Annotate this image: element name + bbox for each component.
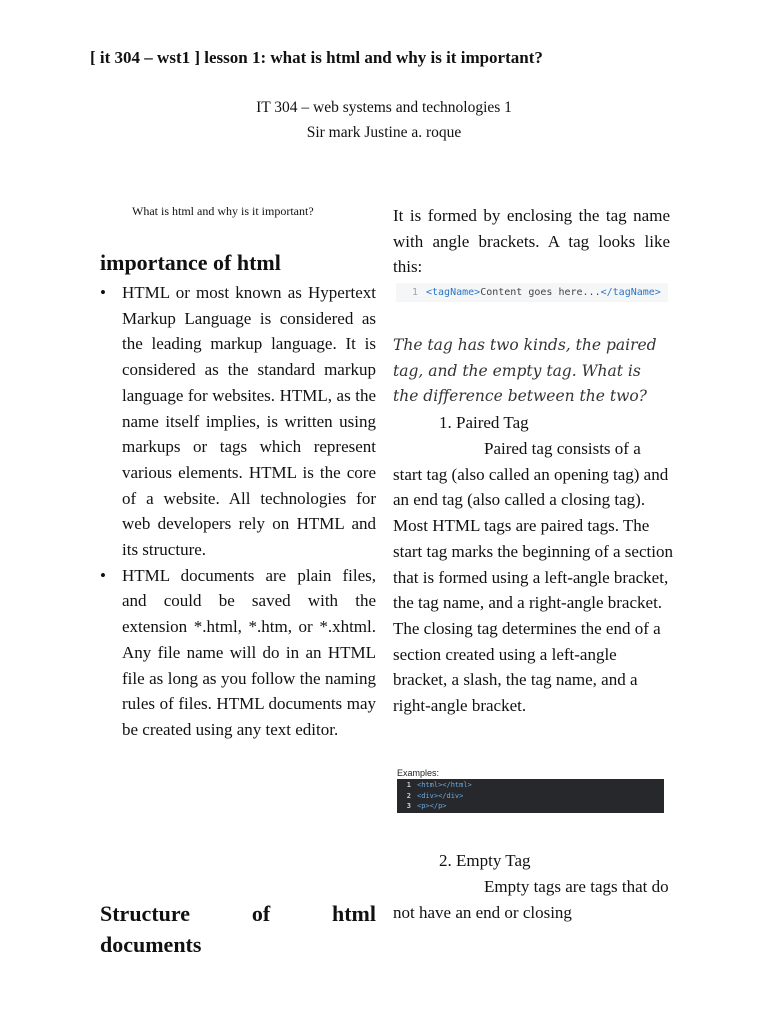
code-content: Content goes here... <box>480 287 601 298</box>
bullet-item <box>100 563 376 743</box>
bullet-text: HTML documents are plain files, and could be saved with the extension *.html, *.htm, or *.xhtml. Any file name will do in an HTML file as long as you follow the naming rules of files. HTML documents may be created using any text editor. <box>122 565 376 739</box>
structure-heading <box>100 898 376 960</box>
structure-heading-word: html <box>331 901 376 926</box>
structure-heading-word: Structure <box>100 901 191 926</box>
tag-code-snippet <box>396 283 668 302</box>
code-line-number: 3 <box>406 802 411 810</box>
section-caption: What is html and why is it important? <box>132 204 314 218</box>
code-row <box>397 791 664 802</box>
bullet-text: HTML or most known as Hypertext Markup Language is considered as the leading markup language. It is considered as the standard markup language for websites. HTML, as the name itself implies, is written using markups or tags which represent various elements. HTML is the core of a website. All technologies for web developers rely on HTML and its structure. <box>122 283 376 560</box>
examples-code-block <box>397 779 664 813</box>
structure-heading-word: of <box>251 901 271 926</box>
examples-label: Examples: <box>397 768 440 778</box>
importance-bullet-list <box>100 280 376 743</box>
empty-tag-paragraph <box>393 874 673 925</box>
tag-intro-paragraph: It is formed by enclosing the tag name with angle brackets. A tag looks like this: <box>393 206 670 277</box>
code-text: <p></p> <box>417 802 447 810</box>
code-row <box>397 780 664 791</box>
code-text: <html></html> <box>417 781 472 789</box>
code-close-tag: </tagName> <box>600 287 661 298</box>
bullet-icon: • <box>100 565 106 585</box>
bullet-icon: • <box>100 283 106 302</box>
code-open-tag: <tagName> <box>426 287 481 298</box>
empty-tag-heading: 2. Empty Tag <box>439 851 531 870</box>
paired-tag-text: Paired tag consists of a start tag (also called an opening tag) and an end tag (also called a closing tag). Most HTML tags are paired tags. The start tag marks the beginning of a section that is formed using a left-angle bracket, the tag name, and a right-angle bracket. The closing tag determines the end of a section created using a left-angle bracket, a slash, the tag name, and a right-angle bracket. <box>393 439 673 716</box>
bullet-item <box>100 280 376 563</box>
code-line-number: 1 <box>406 781 411 789</box>
code-row <box>397 801 664 812</box>
structure-heading-line2: documents <box>100 932 202 957</box>
paired-tag-heading: 1. Paired Tag <box>439 413 529 432</box>
empty-tag-text: Empty tags are tags that do not have an end or closing <box>393 877 669 922</box>
instructor-name: Sir mark Justine a. roque <box>306 124 462 141</box>
code-line-number: 2 <box>406 791 411 800</box>
code-line-number: 1 <box>411 287 418 298</box>
code-text: <div></div> <box>417 791 464 800</box>
course-name: IT 304 – web systems and technologies 1 <box>256 99 512 116</box>
paired-tag-paragraph <box>393 436 673 719</box>
document-title: [ it 304 – wst1 ] lesson 1: what is html and why is it important? <box>90 48 543 67</box>
tag-kinds-question: The tag has two kinds, the paired tag, and the empty tag. What is the difference between the two? <box>393 336 657 405</box>
importance-heading: importance of html <box>100 250 281 275</box>
